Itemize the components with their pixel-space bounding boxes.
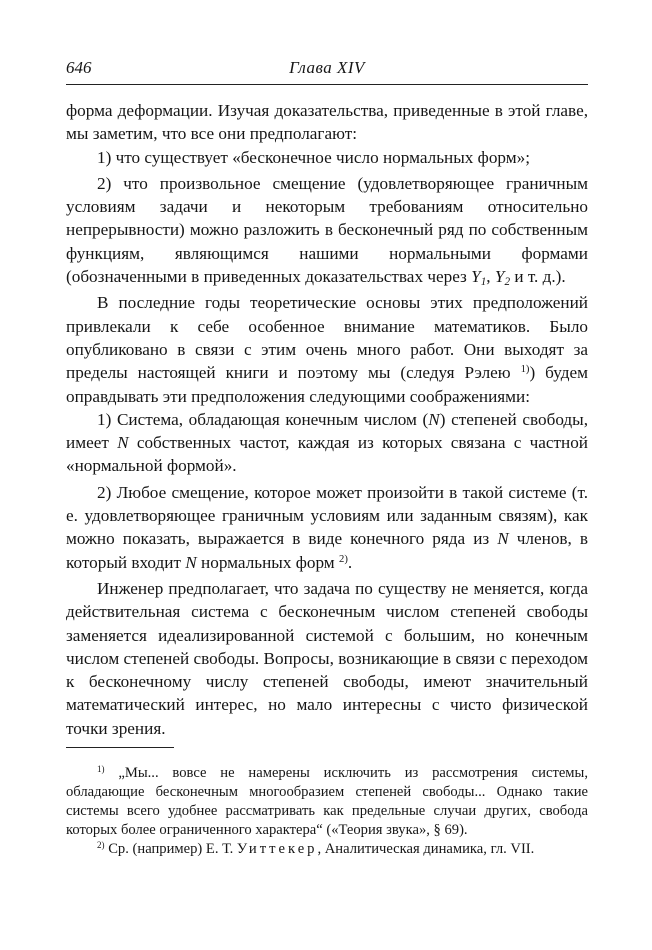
statement-item-2: 2) Любое смещение, которое может произойти в такой системе (т. е. удовлетворяющее граничным условиям или заданным связям), как можно показать, выражается в виде конечного ряда из N членов, в который входит N нормальных форм $^{2)}$. <box>66 482 588 572</box>
footnote-ref-1[interactable]: 1) <box>520 364 530 376</box>
footnote-2: $^{2)}$ Ср. (например) Е. Т. Уиттекер, Аналитическая динамика, гл. VII. <box>97 840 535 858</box>
chapter-title: Глава XIV <box>289 58 365 77</box>
footnote-ref-2[interactable]: 2) <box>338 553 348 565</box>
header-rule <box>66 84 588 85</box>
paragraph-intro: форма деформации. Изучая доказательства, приведенные в этой главе, мы заметим, что все они предполагают: <box>66 101 588 144</box>
statement-item-1: 1) Система, обладающая конечным числом (N) степеней свободы, имеет N собственных частот, каждая из которых связана с частной «нормальной формой». <box>66 409 589 476</box>
footnote-2-mark: 2) <box>97 840 105 851</box>
page-number: 646 <box>66 58 92 77</box>
assumption-item-2: 2) что произвольное смещение (удовлетворяющее граничным условиям задачи и некоторым требованиям относительно непрерывности) можно разложить в бесконечный ряд по собственным функциям, являющимся нашими нормальными формами (обозначенными в приведенных доказательствах через $Y_1$, $Y_2$ и т. д.). <box>66 173 588 288</box>
assumption-item-1: 1) что существует «бесконечное число нормальных форм»; <box>97 147 530 167</box>
footnote-separator <box>66 747 174 748</box>
footnote-1-mark: 1) <box>97 764 105 775</box>
main-text <box>66 99 588 740</box>
footnote-1: $^{1)}$ „Мы... вовсе не намерены исключить из рассмотрения системы, обладающие бесконечным многообразием степеней свободы... Однако такие системы всего удобнее рассматривать как предельные случаи других, свобода которых более ограниченного характера“ («Теория звука», § 69). <box>66 764 588 839</box>
running-header <box>66 58 588 80</box>
symbol-y2: $Y_2$ <box>494 267 511 288</box>
footnotes <box>66 764 588 859</box>
assumption-item-2-text: 2) что произвольное смещение (удовлетворяющее граничным условиям задачи и некоторым требованиям относительно непрерывности) можно разложить в бесконечный ряд по собственным функциям, являющимся нашими нормальными формами (обозначенными в приведенных доказательствах через <box>66 173 588 287</box>
paragraph-engineer: Инженер предполагает, что задача по существу не меняется, когда действительная система с бесконечным числом степеней свободы заменяется идеализированной системой с большим, но конечным числом степеней свободы. Вопросы, возникающие в связи с переходом к бесконечному числу степеней свободы, имеют значительный математический интерес, но мало интересны с чисто физической точки зрения. <box>66 578 588 738</box>
author-name: Уиттекер <box>236 841 318 858</box>
paragraph-recent-years: В последние годы теоретические основы этих предположений привлекали к себе особенное внимание математиков. Было опубликовано в связи с этим очень много работ. Они выходят за пределы настоящей книги и поэтому мы (следуя Рэлею $^{1)}$) будем оправдывать эти предположения следующими соображениями: <box>66 293 589 406</box>
symbol-y1: $Y_1$ <box>471 267 487 288</box>
